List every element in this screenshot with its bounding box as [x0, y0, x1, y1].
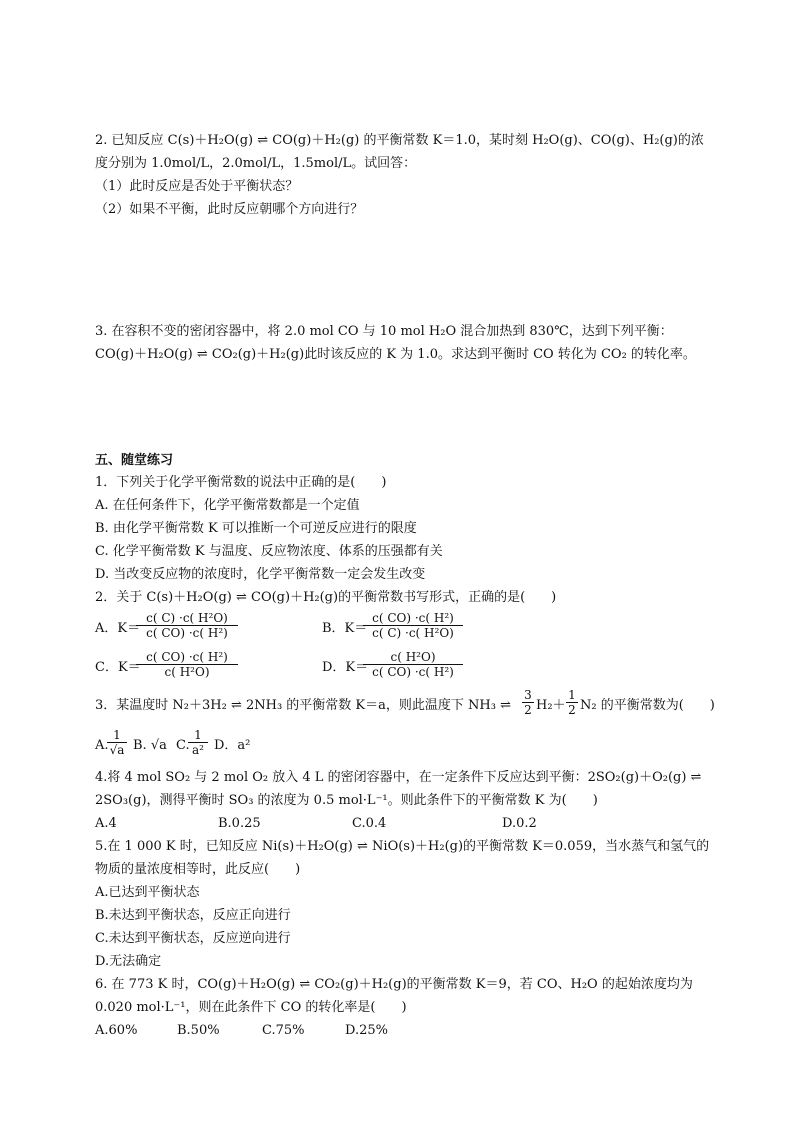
q3-line1: 3. 在容积不变的密闭容器中，将 2.0 mol CO 与 10 mol H₂O 混合加热到 830℃，达到下列平衡： — [95, 324, 673, 339]
p2-option-d-label: D．K＝ — [322, 660, 369, 675]
p2-option-d-fraction — [363, 650, 463, 679]
p3-option-c-numerator: 1 — [188, 728, 208, 743]
p2-option-b-numerator: c( CO) ·c( H²) — [363, 611, 463, 626]
p2-option-a-fraction — [136, 611, 238, 640]
p2-option-b-denominator: c( C) ·c( H²O) — [372, 626, 454, 640]
p2-option-c-fraction — [136, 650, 238, 679]
p4-line2: 2SO₃(g)，测得平衡时 SO₃ 的浓度为 0.5 mol·L⁻¹。则此条件下的平衡常数 K 为( ) — [95, 793, 598, 808]
p4-option-d: D.0.2 — [502, 816, 537, 831]
p1-option-a: A. 在任何条件下，化学平衡常数都是一个定值 — [95, 498, 360, 513]
p3-option-a-fraction — [107, 728, 127, 757]
p3-option-c-fraction — [188, 728, 208, 757]
p1-stem: 1．下列关于化学平衡常数的说法中正确的是( ) — [95, 475, 387, 490]
p3-fraction2-numerator: 1 — [566, 688, 578, 703]
p2-option-a-denominator: c( CO) ·c( H²) — [146, 626, 228, 640]
p6-option-c: C.75% — [262, 1023, 305, 1038]
p4-option-c: C.0.4 — [352, 816, 387, 831]
p3-stem-part2: H₂＋ — [536, 698, 566, 713]
q2-sub2: （2）如果不平衡，此时反应朝哪个方向进行？ — [95, 202, 364, 217]
p3-fraction2-denominator: 2 — [568, 703, 576, 717]
p3-option-a-denominator: √a — [109, 743, 125, 757]
p2-option-c-numerator: c( CO) ·c( H²) — [136, 650, 238, 665]
p4-line1: 4.将 4 mol SO₂ 与 2 mol O₂ 放入 4 L 的密闭容器中，在一定条件下反应达到平衡：2SO₂(g)＋O₂(g) ⇌ — [95, 770, 702, 785]
p1-option-d: D. 当改变反应物的浓度时，化学平衡常数一定会发生改变 — [95, 567, 426, 582]
p3-fraction-one-half — [566, 688, 578, 717]
p4-option-a: A.4 — [95, 816, 117, 831]
p1-option-b: B. 由化学平衡常数 K 可以推断一个可逆反应进行的限度 — [95, 521, 417, 536]
p5-option-c: C.未达到平衡状态，反应逆向进行 — [95, 931, 291, 946]
p6-option-b: B.50% — [177, 1023, 220, 1038]
p5-line2: 物质的量浓度相等时，此反应( ) — [95, 862, 301, 877]
p3-fraction1-denominator: 2 — [524, 703, 532, 717]
p3-stem-part1: 3．某温度时 N₂＋3H₂ ⇌ 2NH₃ 的平衡常数 K＝a，则此温度下 NH₃ ⇌ — [95, 698, 511, 713]
p2-option-a-numerator: c( C) ·c( H²O) — [136, 611, 238, 626]
p6-line1: 6. 在 773 K 时，CO(g)＋H₂O(g) ⇌ CO₂(g)＋H₂(g)的平衡常数 K＝9，若 CO、H₂O 的起始浓度均为 — [95, 977, 693, 992]
p5-line1: 5.在 1 000 K 时，已知反应 Ni(s)＋H₂O(g) ⇌ NiO(s)＋H₂(g)的平衡常数 K＝0.059，当水蒸气和氢气的 — [95, 839, 710, 854]
q2-line1: 2. 已知反应 C(s)＋H₂O(g) ⇌ CO(g)＋H₂(g) 的平衡常数 K＝1.0，某时刻 H₂O(g)、CO(g)、H₂(g)的浓 — [95, 133, 704, 148]
p2-option-b-fraction — [363, 611, 463, 640]
p5-option-b: B.未达到平衡状态，反应正向进行 — [95, 908, 291, 923]
p6-line2: 0.020 mol·L⁻¹，则在此条件下 CO 的转化率是( ) — [95, 1000, 407, 1015]
p2-option-d-denominator: c( CO) ·c( H²) — [372, 665, 454, 679]
p2-stem: 2．关于 C(s)＋H₂O(g) ⇌ CO(g)＋H₂(g)的平衡常数书写形式，正确的是( ) — [95, 590, 557, 605]
p6-option-a: A.60% — [95, 1023, 138, 1038]
section-heading: 五、随堂练习 — [95, 453, 174, 468]
p4-option-b: B.0.25 — [218, 816, 261, 831]
q3-line2: CO(g)＋H₂O(g) ⇌ CO₂(g)＋H₂(g)此时该反应的 K 为 1.0。求达到平衡时 CO 转化为 CO₂ 的转化率。 — [95, 347, 696, 362]
p2-option-b-label: B．K＝ — [322, 621, 368, 636]
p2-option-a-label: A．K＝ — [95, 621, 141, 636]
p3-option-a-label: A. — [95, 738, 109, 753]
p2-option-d-numerator: c( H²O) — [363, 650, 463, 665]
p3-fraction-three-halves — [522, 688, 534, 717]
p3-option-c-label: C. — [176, 738, 190, 753]
p6-option-d: D.25% — [345, 1023, 388, 1038]
p3-option-b: B. √a — [133, 738, 167, 753]
q2-sub1: （1）此时反应是否处于平衡状态？ — [95, 179, 299, 194]
p2-option-c-label: C．K＝ — [95, 660, 141, 675]
p1-option-c: C. 化学平衡常数 K 与温度、反应物浓度、体系的压强都有关 — [95, 544, 443, 559]
p5-option-d: D.无法确定 — [95, 954, 162, 969]
p3-option-c-denominator: a² — [192, 743, 204, 757]
p3-fraction1-numerator: 3 — [522, 688, 534, 703]
q2-line2: 度分别为 1.0mol/L，2.0mol/L，1.5mol/L。试回答： — [95, 156, 417, 171]
p3-stem-part3: N₂ 的平衡常数为( ) — [580, 698, 715, 713]
p5-option-a: A.已达到平衡状态 — [95, 885, 200, 900]
p2-option-c-denominator: c( H²O) — [164, 665, 210, 679]
p3-option-d: D．a² — [214, 738, 251, 753]
p3-option-a-numerator: 1 — [107, 728, 127, 743]
